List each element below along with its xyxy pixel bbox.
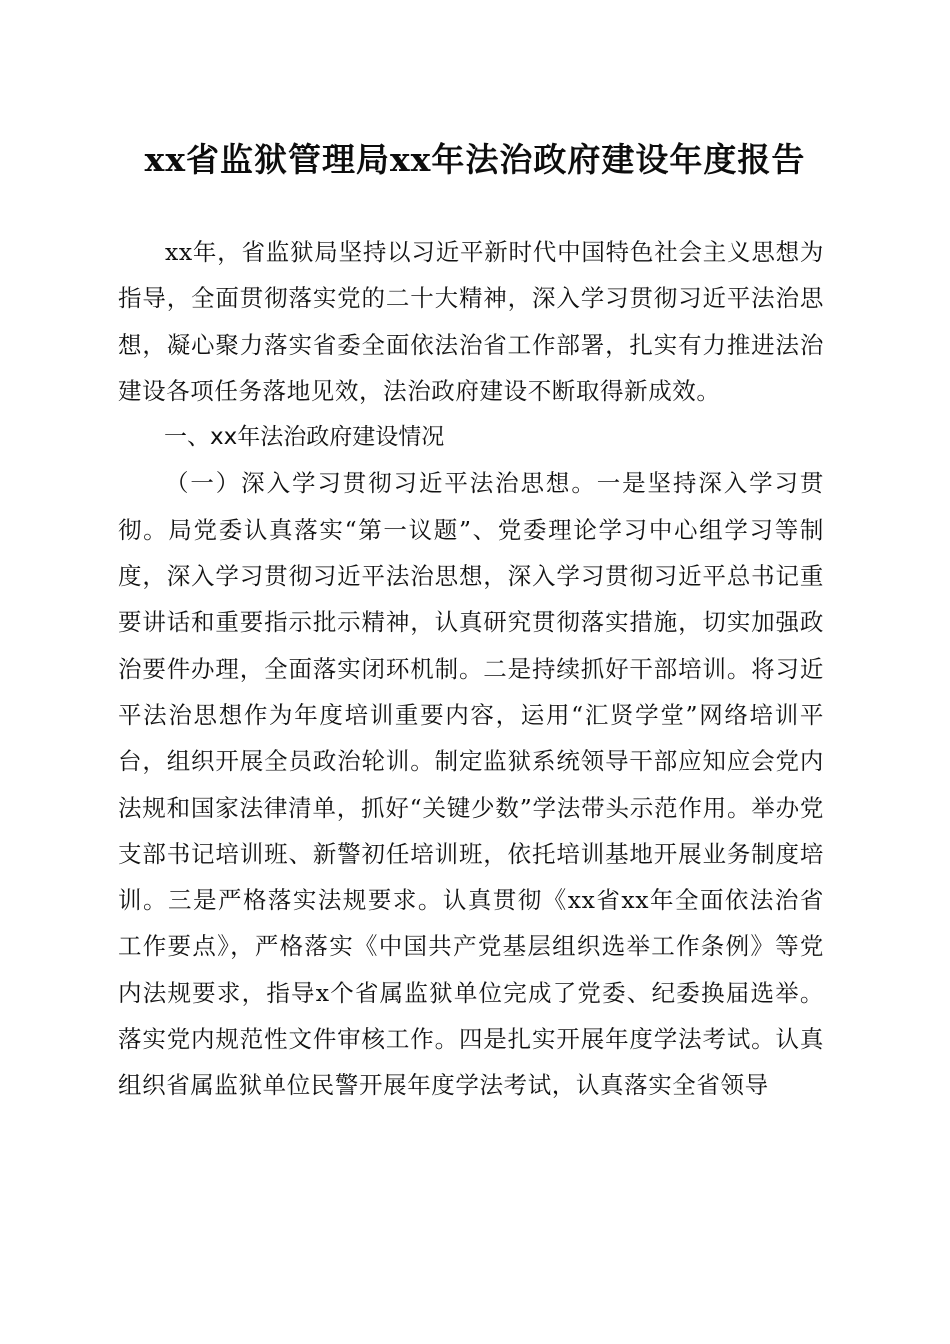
- subsection-1-paragraph: [118, 460, 824, 1108]
- section-heading-1: 一、xx年法治政府建设情况: [164, 424, 445, 451]
- subsection-1-body: 一是坚持深入学习贯彻。局党委认真落实“第一议题”、党委理论学习中心组学习等制度，深入学习贯彻习近平法治思想，深入学习贯彻习近平总书记重要讲话和重要指示批示精神，认真研究贯彻落实措施，切实加强政治要件办理，全面落实闭环机制。二是持续抓好干部培训。将习近平法治思想作为年度培训重要内容，运用“汇贤学堂”网络培训平台，组织开展全员政治轮训。制定监狱系统领导干部应知应会党内法规和国家法律清单，抓好“关键少数”学法带头示范作用。举办党支部书记培训班、新警初任培训班，依托培训基地开展业务制度培训。三是严格落实法规要求。认真贯彻《xx省xx年全面依法治省工作要点》，严格落实《中国共产党基层组织选举工作条例》等党内法规要求，指导x个省属监狱单位完成了党委、纪委换届选举。落实党内规范性文件审核工作。四是扎实开展年度学法考试。认真组织省属监狱单位民警开展年度学法考试，认真落实全省领导: [118, 469, 824, 1100]
- intro-paragraph: xx年，省监狱局坚持以习近平新时代中国特色社会主义思想为指导，全面贯彻落实党的二十大精神，深入学习贯彻习近平法治思想，凝心聚力落实省委全面依法治省工作部署，扎实有力推进法治建设各项任务落地见效，法治政府建设不断取得新成效。: [118, 238, 824, 405]
- subsection-1-heading: （一）深入学习贯彻习近平法治思想。: [165, 469, 597, 498]
- document-body: [118, 229, 824, 1109]
- document-title: xx省监狱管理局xx年法治政府建设年度报告: [144, 140, 806, 179]
